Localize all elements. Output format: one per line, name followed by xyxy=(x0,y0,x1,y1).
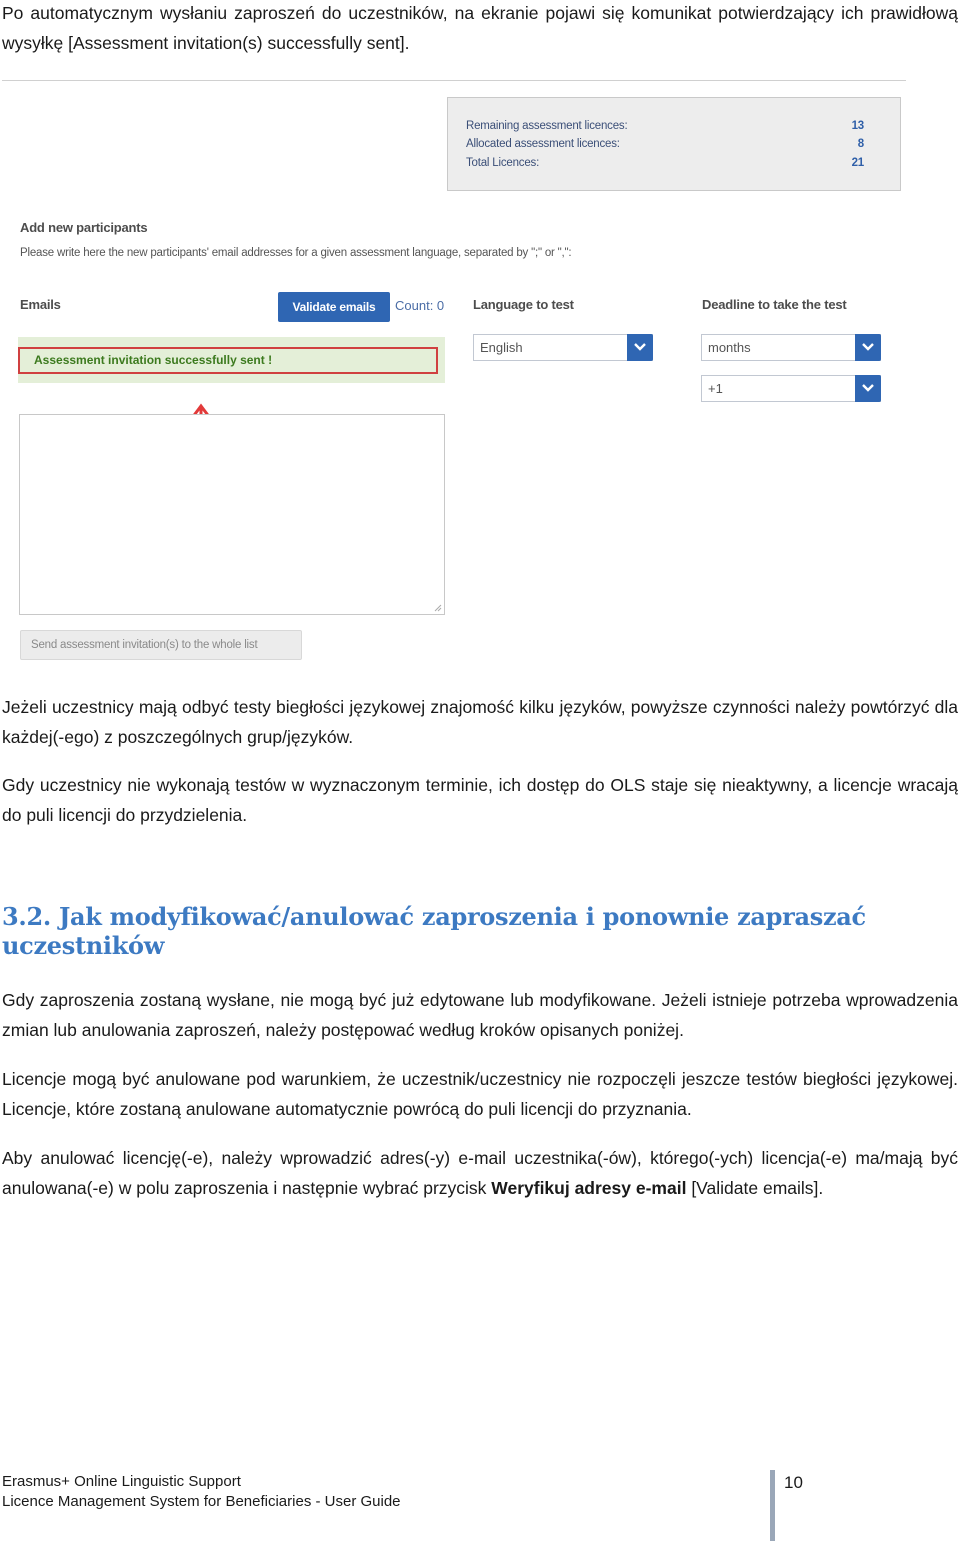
footer-line-2: Licence Management System for Beneficiaries - User Guide xyxy=(2,1493,401,1510)
divider xyxy=(2,80,906,81)
email-count: Count: 0 xyxy=(395,298,445,313)
language-label: Language to test xyxy=(473,297,574,312)
deadline-unit-value: months xyxy=(708,340,751,355)
language-select-value: English xyxy=(480,340,523,355)
deadline-label: Deadline to take the test xyxy=(702,297,847,312)
chevron-down-icon xyxy=(855,375,881,402)
paragraph-cancel-steps xyxy=(2,1143,958,1203)
validate-emails-term: Weryfikuj adresy e-mail xyxy=(491,1178,687,1198)
paragraph-cancel-conditions: Licencje mogą być anulowane pod warunkiem, że uczestnik/uczestnicy nie rozpoczęli jeszcze testów biegłości językowej. Licencje, które zostaną anulowane automatycznie powrócą do puli licencji do przyznania. xyxy=(2,1069,958,1119)
remaining-licences-row xyxy=(466,120,876,132)
total-licences-row xyxy=(466,157,876,169)
paragraph-deadline: Gdy uczestnicy nie wykonają testów w wyznaczonym terminie, ich dostęp do OLS staje się nieaktywny, a licencje wracają do puli licencji do przydzielenia. xyxy=(2,775,958,825)
cancel-steps-text-end: [Validate emails]. xyxy=(686,1178,824,1198)
add-participants-hint: Please write here the new participants' email addresses for a given assessment language, separated by ";" or ",": xyxy=(20,247,572,259)
embedded-screenshot xyxy=(0,0,960,670)
emails-label: Emails xyxy=(20,297,61,312)
chevron-down-icon xyxy=(855,334,881,361)
cancel-steps-text: Aby anulować licencję(-e), należy wprowadzić adres(-y) e-mail uczestnika(-ów), którego(-ych) licencja(-e) ma/mają być anulowana(-e) w polu zaproszenia i następnie wybrać przycisk xyxy=(2,1148,958,1198)
deadline-amount-select[interactable] xyxy=(701,375,881,402)
allocated-licences-row xyxy=(466,138,876,150)
validate-emails-button[interactable]: Validate emails xyxy=(278,292,390,322)
total-licences-label: Total Licences: xyxy=(466,157,540,169)
resize-grip-icon[interactable] xyxy=(434,604,442,612)
page-number: 10 xyxy=(784,1473,803,1492)
paragraph-cannot-edit: Gdy zaproszenia zostaną wysłane, nie mogą być już edytowane lub modyfikowane. Jeżeli istnieje potrzeba wprowadzenia zmian lub anulowania zaproszeń, należy postępować według kroków opisanych poniżej. xyxy=(2,990,958,1040)
section-heading: 3.2. Jak modyfikować/anulować zaproszenia i ponownie zapraszać uczestników xyxy=(2,902,866,960)
remaining-licences-label: Remaining assessment licences: xyxy=(466,120,628,132)
emails-textarea[interactable] xyxy=(19,414,445,615)
language-select[interactable] xyxy=(473,334,653,361)
intro-paragraph: Po automatycznym wysłaniu zaproszeń do uczestników, na ekranie pojawi się komunikat potwierdzający ich prawidłową wysyłkę [Assessment invitation(s) successfully sent]. xyxy=(2,3,958,53)
allocated-licences-value: 8 xyxy=(857,138,864,150)
deadline-amount-value: +1 xyxy=(708,381,723,396)
add-participants-title: Add new participants xyxy=(20,220,148,235)
licence-summary-panel xyxy=(447,97,901,191)
remaining-licences-value: 13 xyxy=(851,120,864,132)
footer-line-1: Erasmus+ Online Linguistic Support xyxy=(2,1473,241,1490)
footer-divider xyxy=(770,1470,775,1541)
send-invitations-button[interactable]: Send assessment invitation(s) to the whole list xyxy=(20,630,302,660)
deadline-unit-select[interactable] xyxy=(701,334,881,361)
chevron-down-icon xyxy=(627,334,653,361)
total-licences-value: 21 xyxy=(851,157,864,169)
allocated-licences-label: Allocated assessment licences: xyxy=(466,138,620,150)
paragraph-repeat-groups: Jeżeli uczestnicy mają odbyć testy biegłości językowej znajomość kilku języków, powyższe czynności należy powtórzyć dla każdej(-ego) z poszczególnych grup/języków. xyxy=(2,697,958,747)
success-message-panel xyxy=(18,337,445,383)
success-message: Assessment invitation successfully sent ! xyxy=(18,347,438,374)
